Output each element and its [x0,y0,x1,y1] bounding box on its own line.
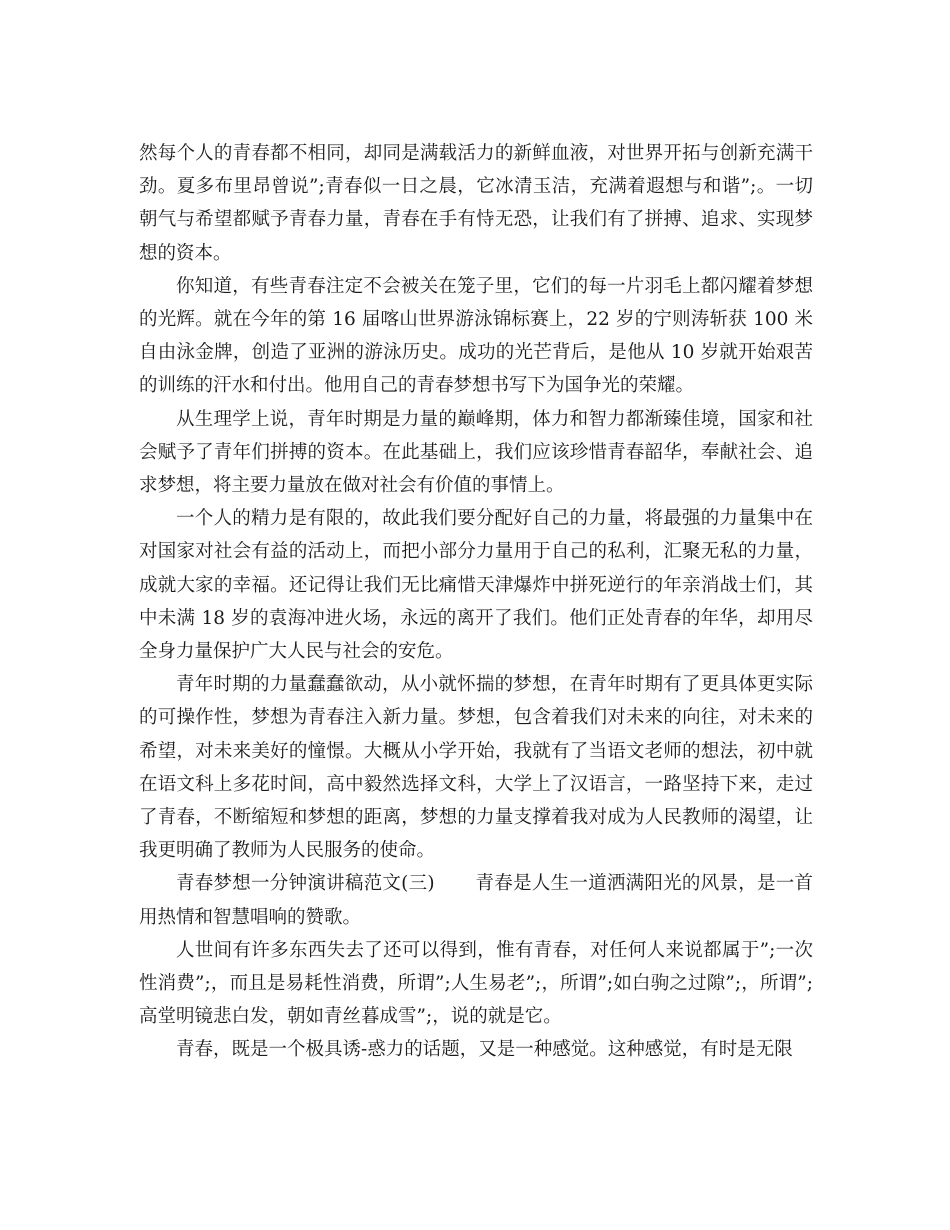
paragraph-3: 从生理学上说，青年时期是力量的巅峰期，体力和智力都渐臻佳境，国家和社会赋予了青年们拼搏的资本。在此基础上，我们应该珍惜青春韶华，奉献社会、追求梦想，将主要力量放在做对社会有价值的事情上。 [139,408,813,497]
section-intro-text: 青春是人生一道洒满阳光的风景，是一首用热情和智慧唱响的赞歌。 [139,873,813,928]
paragraph-8: 青春，既是一个极具诱-惑力的话题，又是一种感觉。这种感觉，有时是无限 [176,1039,793,1061]
section-title: 青春梦想一分钟演讲稿范文(三) [176,873,435,895]
paragraph-4: 一个人的精力是有限的，故此我们要分配好自己的力量，将最强的力量集中在对国家对社会有益的活动上，而把小部分力量用于自己的私利，汇聚无私的力量，成就大家的幸福。还记得让我们无比痛惜天津爆炸中拼死逆行的年亲消战士们，其中未满 18 岁的袁海冲进火场，永远的离开了我们。他们正处青春的年华，却用尽全身力量保护广大人民与社会的安危。 [139,508,813,663]
paragraph-5: 青年时期的力量蠢蠢欲动，从小就怀揣的梦想，在青年时期有了更具体更实际的可操作性，梦想为青春注入新力量。梦想，包含着我们对未来的向往，对未来的希望，对未来美好的憧憬。大概从小学开始，我就有了当语文老师的想法，初中就在语文科上多花时间，高中毅然选择文科，大学上了汉语言，一路坚持下来，走过了青春，不断缩短和梦想的距离，梦想的力量支撑着我对成为人民教师的渴望，让我更明确了教师为人民服务的使命。 [139,674,813,862]
paragraph-1: 然每个人的青春都不相同，却同是满载活力的新鲜血液，对世界开拓与创新充满干劲。夏多布里昂曾说”;青春似一日之晨，它冰清玉洁，充满着遐想与和谐”;。一切朝气与希望都赋予青春力量，青春在手有恃无恐，让我们有了拼搏、追求、实现梦想的资本。 [139,143,813,264]
document-body [139,137,813,1067]
paragraph-2: 你知道，有些青春注定不会被关在笼子里，它们的每一片羽毛上都闪耀着梦想的光辉。就在今年的第 16 届喀山世界游泳锦标赛上，22 岁的宁则涛斩获 100 米自由泳金牌，创造了亚洲的游泳历史。成功的光芒背后，是他从 10 岁就开始艰苦的训练的汗水和付出。他用自己的青春梦想书写下为国争光的荣耀。 [139,275,813,397]
section-heading-paragraph [139,867,813,933]
paragraph-7: 人世间有许多东西失去了还可以得到，惟有青春，对任何人来说都属于”;一次性消费”;，而且是易耗性消费，所谓”;人生易老”;，所谓”;如白驹之过隙”;，所谓”;高堂明镜悲白发，朝如青丝暮成雪”;，说的就是它。 [139,939,813,1028]
